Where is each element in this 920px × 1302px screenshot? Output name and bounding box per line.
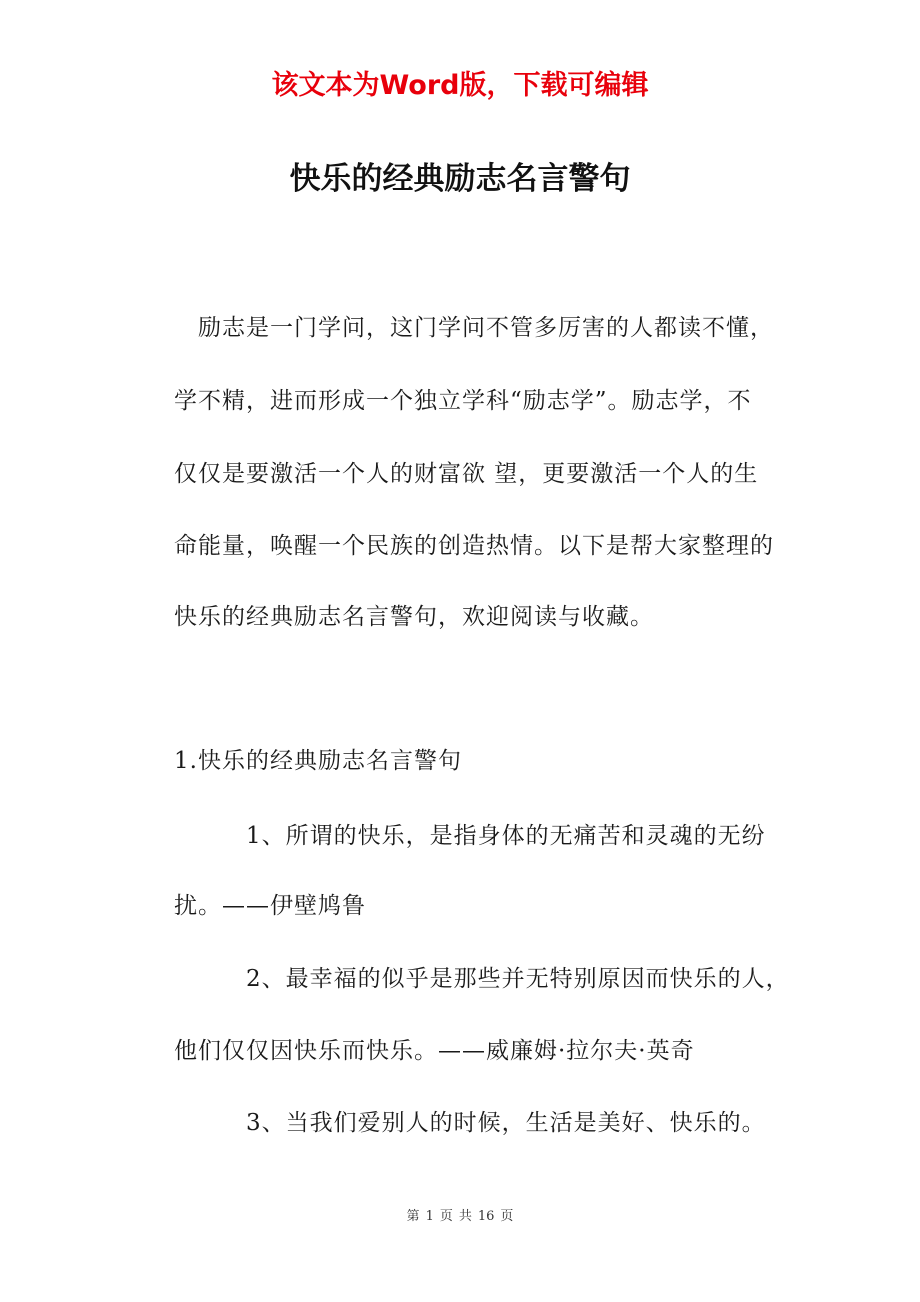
- footer-label: 页: [500, 1209, 514, 1224]
- current-page-number: 1: [425, 1209, 434, 1224]
- download-banner: 该文本为Word版，下载可编辑: [271, 70, 649, 101]
- section-heading: 1.快乐的经典励志名言警句: [174, 748, 462, 774]
- footer-label: 页: [439, 1209, 453, 1224]
- footer-label: 第: [406, 1209, 420, 1224]
- intro-line: 快乐的经典励志名言警句，欢迎阅读与收藏。: [174, 604, 654, 630]
- intro-line: 命能量，唤醒一个民族的创造热情。以下是帮大家整理的: [174, 533, 774, 559]
- quote-line: 2、最幸福的似乎是那些并无特别原因而快乐的人，: [246, 966, 790, 992]
- quote-line: 1、所谓的快乐，是指身体的无痛苦和灵魂的无纷: [246, 823, 766, 849]
- quote-line: 3、当我们爱别人的时候，生活是美好、快乐的。: [246, 1110, 766, 1136]
- page-footer: [0, 1206, 920, 1228]
- footer-label: 共: [458, 1209, 472, 1224]
- quote-line: 扰。——伊壁鸠鲁: [174, 893, 366, 919]
- quote-line: 他们仅仅因快乐而快乐。——威廉姆·拉尔夫·英奇: [174, 1038, 695, 1064]
- total-pages-number: 16: [477, 1209, 495, 1224]
- intro-line: 学不精，进而形成一个独立学科“励志学”。励志学，不: [174, 388, 752, 414]
- intro-line: 仅仅是要激活一个人的财富欲 望，更要激活一个人的生: [174, 461, 759, 487]
- intro-line: 励志是一门学问，这门学问不管多厉害的人都读不懂，: [198, 315, 774, 341]
- page-title: 快乐的经典励志名言警句: [289, 161, 631, 197]
